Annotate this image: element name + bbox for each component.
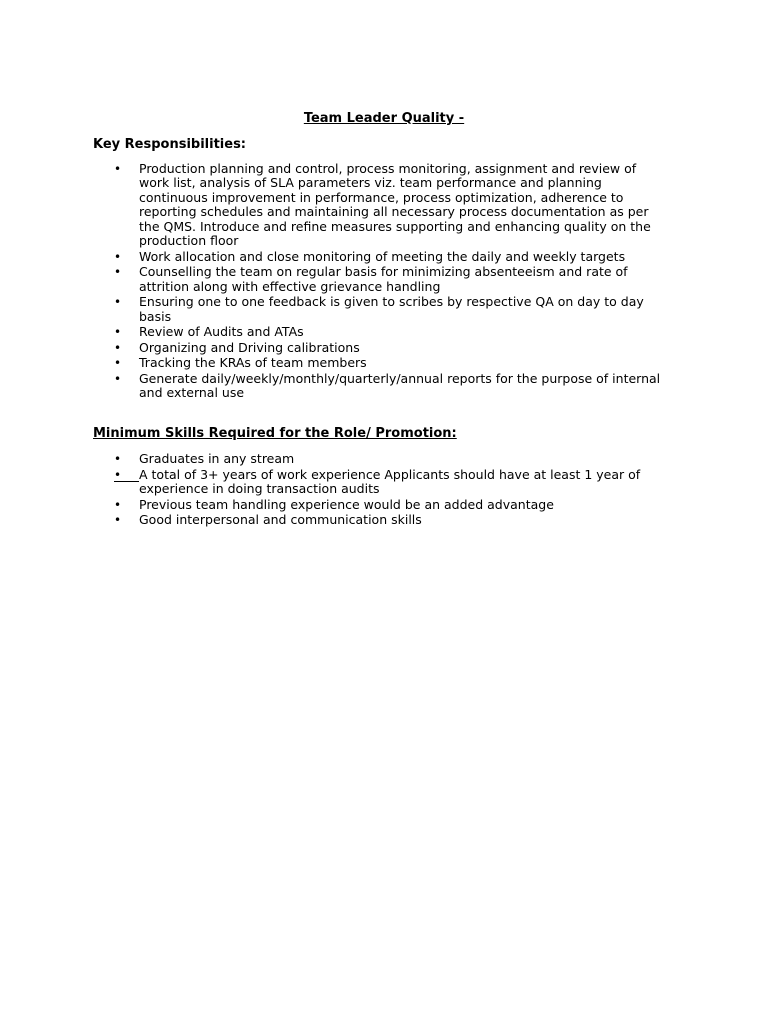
key-responsibilities-heading: Key Responsibilities: bbox=[93, 137, 247, 152]
list-item bbox=[0, 372, 768, 401]
responsibility-text: Tracking the KRAs of team members bbox=[139, 355, 367, 371]
bullet-icon: • bbox=[114, 249, 122, 264]
bullet-icon: • bbox=[114, 340, 122, 355]
list-item bbox=[0, 341, 768, 355]
list-item bbox=[0, 295, 768, 324]
list-item bbox=[0, 162, 768, 248]
list-item bbox=[0, 356, 768, 370]
responsibilities-list bbox=[0, 162, 768, 402]
list-item bbox=[0, 513, 768, 527]
bullet-icon: • bbox=[114, 295, 122, 310]
responsibility-text: Generate daily/weekly/monthly/quarterly/annual reports for the purpose of internal and external use bbox=[139, 371, 661, 401]
list-item bbox=[0, 250, 768, 264]
list-item bbox=[0, 468, 768, 497]
bullet-icon: • bbox=[114, 356, 122, 371]
skill-text: Graduates in any stream bbox=[139, 451, 295, 466]
bullet-icon: • bbox=[114, 162, 122, 176]
list-item bbox=[0, 498, 768, 512]
skills-list bbox=[0, 452, 768, 529]
skill-text: A total of 3+ years of work experience Applicants should have at least 1 year of experience in doing transaction audits bbox=[139, 466, 641, 496]
bullet-icon: • bbox=[114, 372, 122, 386]
list-item bbox=[0, 265, 768, 294]
bullet-icon: • bbox=[114, 468, 139, 482]
bullet-icon: • bbox=[114, 265, 122, 280]
responsibility-text: Organizing and Driving calibrations bbox=[139, 339, 360, 355]
bullet-icon: • bbox=[114, 452, 122, 466]
list-item bbox=[0, 325, 768, 339]
minimum-skills-heading: Minimum Skills Required for the Role/ Promotion: bbox=[93, 426, 457, 441]
bullet-icon: • bbox=[114, 513, 122, 528]
bullet-icon: • bbox=[114, 325, 122, 340]
responsibility-text: Work allocation and close monitoring of meeting the daily and weekly targets bbox=[139, 248, 626, 264]
list-item bbox=[0, 452, 768, 466]
responsibility-text: Counselling the team on regular basis for minimizing absenteeism and rate of attrition along with effective grievance handling bbox=[139, 264, 628, 294]
bullet-icon: • bbox=[114, 497, 122, 512]
responsibility-text: Review of Audits and ATAs bbox=[139, 324, 304, 340]
skill-text: Good interpersonal and communication skills bbox=[139, 512, 422, 528]
responsibility-text: Ensuring one to one feedback is given to scribes by respective QA on day to day basis bbox=[139, 294, 644, 324]
responsibility-text: Production planning and control, process monitoring, assignment and review of work list, analysis of SLA parameters viz. team performance and planning continuous improvement in performance, process optimization, adherence to reporting schedules and maintaining all necessary process documentation as per the QMS. Introduce and refine measures supporting and enhancing quality on the production floor bbox=[139, 161, 651, 249]
skill-text: Previous team handling experience would be an added advantage bbox=[139, 496, 554, 512]
document-title: Team Leader Quality - bbox=[303, 111, 465, 126]
